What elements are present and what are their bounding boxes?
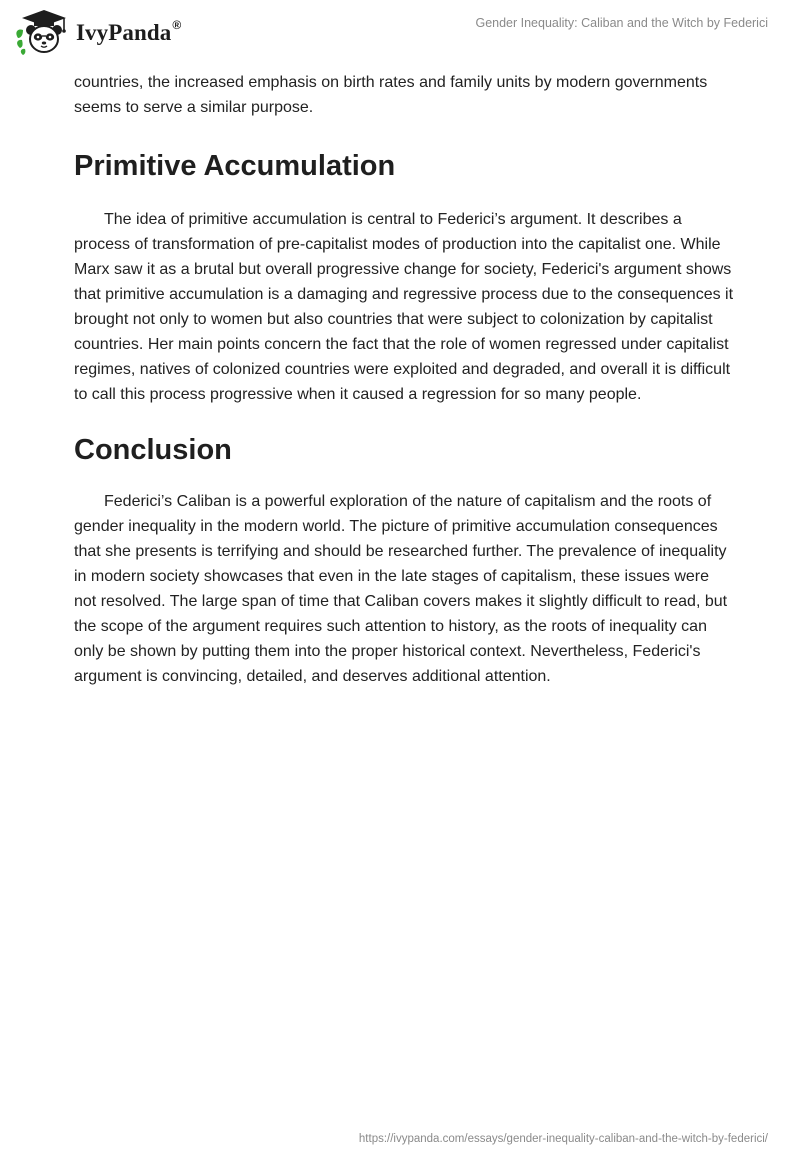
- brand-name-text: IvyPanda: [76, 20, 172, 45]
- panda-graduate-icon: [14, 8, 72, 56]
- heading-primitive-accumulation: Primitive Accumulation: [74, 150, 396, 182]
- paragraph-conclusion: Federici’s Caliban is a powerful exploration of the nature of capitalism and the roots of gender inequality in the modern world. The picture of primitive accumulation consequences that she presents is terrifying and should be researched further. The prevalence of inequality in modern society showcases that even in the late stages of capitalism, these issues were not resolved. The large span of time that Caliban covers makes it slightly difficult to read, but the scope of the argument requires such attention to history, as the roots of inequality can only be shown by putting them into the proper historical context. Nevertheless, Federici's argument is convincing, detailed, and deserves additional attention.: [74, 493, 728, 685]
- brand-name: [76, 20, 181, 46]
- page-header: [0, 0, 800, 64]
- intro-paragraph: countries, the increased emphasis on birth rates and family units by modern governments seems to serve a similar purpose.: [74, 74, 708, 116]
- ivypanda-logo[interactable]: [14, 8, 181, 56]
- essay-body: [74, 70, 734, 689]
- source-url[interactable]: https://ivypanda.com/essays/gender-inequality-caliban-and-the-witch-by-federici/: [358, 1133, 768, 1145]
- running-title: Gender Inequality: Caliban and the Witch by Federici: [475, 16, 768, 30]
- heading-conclusion: Conclusion: [74, 434, 232, 466]
- paragraph-primitive-accumulation: The idea of primitive accumulation is central to Federici’s argument. It describes a process of transformation of pre-capitalist modes of production into the capitalist one. While Marx saw it as a brutal but overall progressive change for society, Federici's argument shows that primitive accumulation is a damaging and regressive process due to the consequences it brought not only to women but also countries that were subject to colonization by capitalist countries. Her main points concern the fact that the role of women regressed under capitalist regimes, natives of colonized countries were exploited and degraded, and overall it is difficult to call this process progressive when it caused a regression for so many people.: [74, 211, 734, 403]
- registered-mark: ®: [172, 18, 182, 32]
